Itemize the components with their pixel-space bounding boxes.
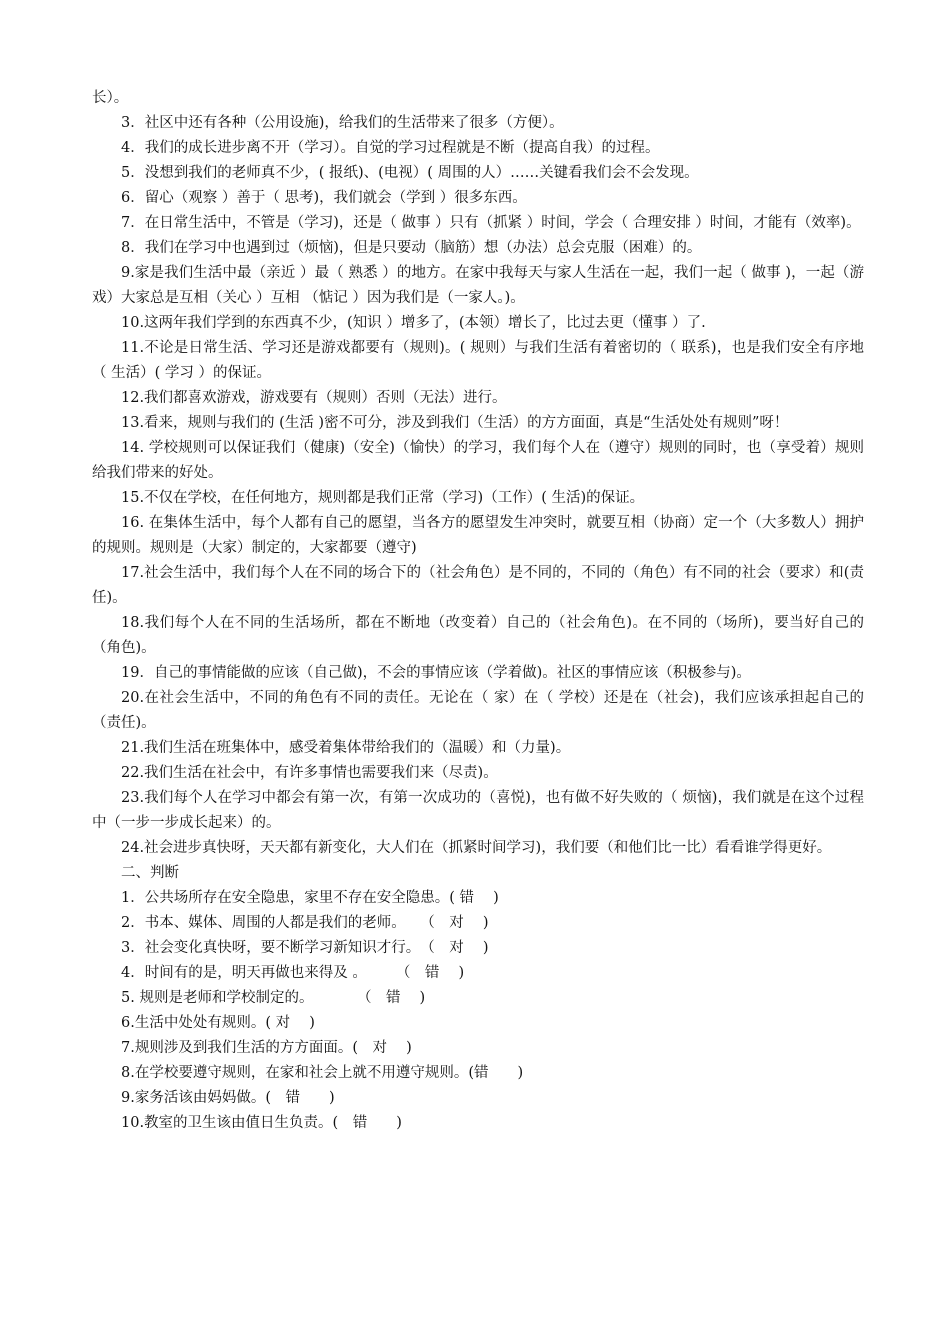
fill-in-item: 24.社会进步真快呀，天天都有新变化，大人们在（抓紧时间学习)，我们要（和他们比一比）看看谁学得更好。 — [121, 840, 832, 856]
fill-in-item: 9.家是我们生活中最（亲近 ）最（ 熟悉 ）的地方。在家中我每天与家人生活在一起，我们一起（ 做事 )，一起（游戏）大家总是互相（关心 ）互相 （惦记 ）因为我们是（一家人。)。 — [92, 265, 864, 306]
fill-in-item: 6．留心（观察 ）善于（ 思考)，我们就会（学到 ）很多东西。 — [121, 190, 527, 206]
fill-in-item: 7．在日常生活中，不管是（学习)，还是（ 做事 ）只有（抓紧 ）时间，学会（ 合理安排 ）时间，才能有（效率)。 — [121, 215, 861, 231]
fill-in-item: 10.这两年我们学到的东西真不少，(知识 ）增多了，(本领）增长了，比过去更（懂事 ）了. — [121, 315, 706, 331]
fill-in-item: 12.我们都喜欢游戏，游戏要有（规则）否则（无法）进行。 — [121, 390, 507, 406]
judgment-item: 9.家务活该由妈妈做。( 错 ) — [121, 1090, 335, 1106]
judgment-list — [92, 886, 864, 1136]
judgment-item: 8.在学校要遵守规则，在家和社会上就不用遵守规则。(错 ) — [121, 1065, 524, 1081]
document-page — [92, 86, 864, 1136]
judgment-item: 6.生活中处处有规则。( 对 ) — [121, 1015, 315, 1031]
fill-in-item: 20.在社会生活中，不同的角色有不同的责任。无论在（ 家）在（ 学校）还是在（社会)，我们应该承担起自己的（责任)。 — [92, 690, 864, 731]
fill-in-item: 22.我们生活在社会中，有许多事情也需要我们来（尽责)。 — [121, 765, 498, 781]
fill-in-item: 18.我们每个人在不同的生活场所，都在不断地（改变着）自己的（社会角色)。在不同的（场所)，要当好自己的（角色)。 — [92, 615, 864, 656]
fill-in-item: 11.不论是日常生活、学习还是游戏都要有（规则)。( 规则）与我们生活有着密切的（ 联系)，也是我们安全有序地（ 生活）( 学习 ）的保证。 — [92, 340, 864, 381]
fill-in-item: 15.不仅在学校，在任何地方，规则都是我们正常（学习)（工作）( 生活)的保证。 — [121, 490, 645, 506]
judgment-item: 3．社会变化真快呀，要不断学习新知识才行。 （ 对 ) — [121, 940, 489, 956]
judgment-item: 7.规则涉及到我们生活的方方面面。( 对 ) — [121, 1040, 412, 1056]
fill-in-item: 16. 在集体生活中，每个人都有自己的愿望，当各方的愿望发生冲突时，就要互相（协商）定一个（大多数人）拥护的规则。规则是（大家）制定的，大家都要（遵守) — [92, 515, 864, 556]
fill-in-item: 14. 学校规则可以保证我们（健康)（安全)（愉快）的学习，我们每个人在（遵守）规则的同时，也（享受着）规则给我们带来的好处。 — [92, 440, 864, 481]
fill-in-list — [92, 111, 864, 861]
judgment-item: 2．书本、媒体、周围的人都是我们的老师。 （ 对 ) — [121, 915, 489, 931]
judgment-item: 4．时间有的是，明天再做也来得及 。 （ 错 ) — [121, 965, 465, 981]
fill-in-item: 21.我们生活在班集体中，感受着集体带给我们的（温暖）和（力量)。 — [121, 740, 571, 756]
fill-in-item: 8．我们在学习中也遇到过（烦恼)，但是只要动（脑筋）想（办法）总会克服（困难）的。 — [121, 240, 702, 256]
fill-in-item: 5．没想到我们的老师真不少，( 报纸)、(电视）( 周围的人）……关键看我们会不会发现。 — [121, 165, 699, 181]
judgment-item: 10.教室的卫生该由值日生负责。( 错 ) — [121, 1115, 402, 1131]
continuation-line: 长）。 — [92, 90, 129, 106]
judgment-item: 5. 规则是老师和学校制定的。 （ 错 ) — [121, 990, 426, 1006]
fill-in-item: 4．我们的成长进步离不开（学习）。自觉的学习过程就是不断（提高自我）的过程。 — [121, 140, 660, 156]
fill-in-item: 19．自己的事情能做的应该（自己做)，不会的事情应该（学着做)。社区的事情应该（积极参与)。 — [121, 665, 751, 681]
fill-in-item: 23.我们每个人在学习中都会有第一次，有第一次成功的（喜悦)，也有做不好失败的（ 烦恼)，我们就是在这个过程中（一步一步成长起来）的。 — [92, 790, 864, 831]
judgment-item: 1．公共场所存在安全隐患，家里不存在安全隐患。( 错 ) — [121, 890, 499, 906]
fill-in-item: 13.看来，规则与我们的 (生活 )密不可分，涉及到我们（生活）的方方面面，真是“生活处处有规则”呀！ — [121, 415, 789, 431]
fill-in-item: 17.社会生活中，我们每个人在不同的场合下的（社会角色）是不同的，不同的（角色）有不同的社会（要求）和(责任)。 — [92, 565, 864, 606]
fill-in-item: 3．社区中还有各种（公用设施)，给我们的生活带来了很多（方便）。 — [121, 115, 564, 131]
section-title-judgment: 二、判断 — [121, 865, 179, 881]
